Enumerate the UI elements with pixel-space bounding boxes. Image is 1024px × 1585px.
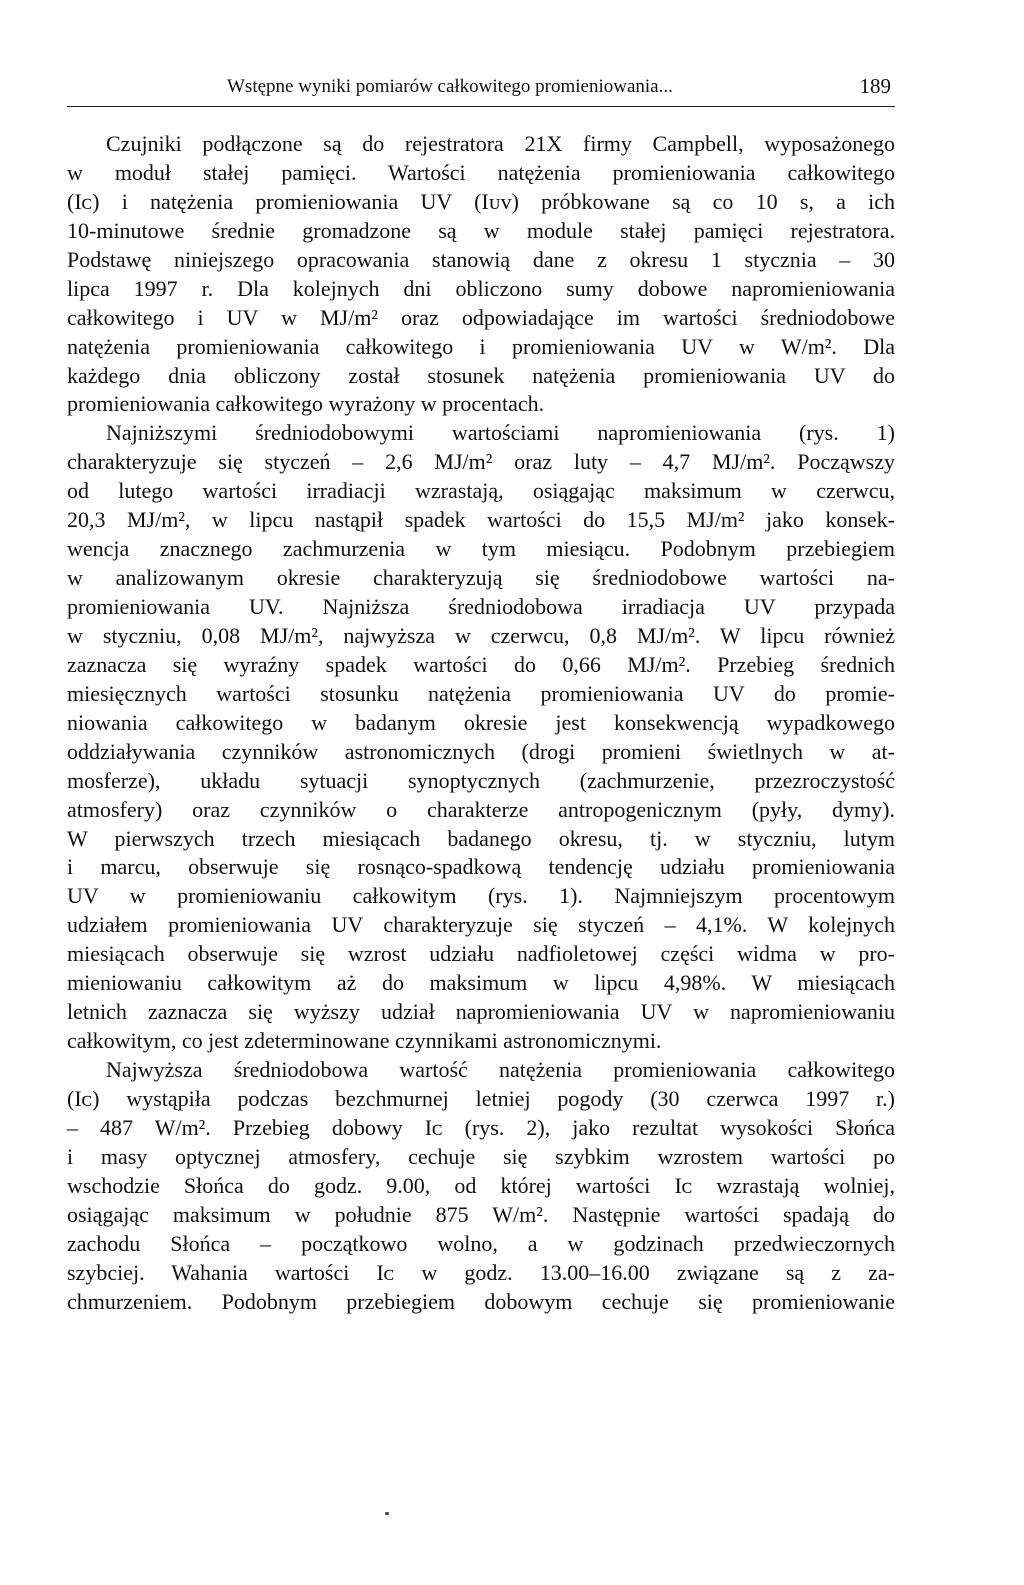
text-line: całkowitego i UV w MJ/m² oraz odpowiadające im wartości średniodobowe <box>67 304 895 330</box>
text-line: W pierwszych trzech miesiącach badanego okresu, tj. w styczniu, lutym <box>67 825 895 851</box>
text-line: każdego dnia obliczony został stosunek natężenia promieniowania UV do <box>67 362 895 388</box>
text-line: mosferze), układu sytuacji synoptycznych (zachmurzenie, przezroczystość <box>67 767 895 793</box>
text-line: (Iᴄ) i natężenia promieniowania UV (Iᴜᴠ) próbkowane są co 10 s, a ich <box>67 188 895 214</box>
text-line: zaznacza się wyraźny spadek wartości do 0,66 MJ/m². Przebieg średnich <box>67 651 895 677</box>
text-line: miesięcznych wartości stosunku natężenia promieniowania UV do promie- <box>67 680 895 706</box>
scan-speck <box>385 1512 389 1515</box>
text-line: natężenia promieniowania całkowitego i promieniowania UV w W/m². Dla <box>67 333 895 359</box>
text-line: wencja znacznego zachmurzenia w tym miesiącu. Podobnym przebiegiem <box>67 536 895 562</box>
text-line: szybciej. Wahania wartości Iᴄ w godz. 13.00–16.00 związane są z za- <box>67 1259 895 1285</box>
body-text <box>67 130 895 1316</box>
text-line: 20,3 MJ/m², w lipcu nastąpił spadek wartości do 15,5 MJ/m² jako konsek- <box>67 507 895 533</box>
text-line: w moduł stałej pamięci. Wartości natężenia promieniowania całkowitego <box>67 159 895 185</box>
text-line: wschodzie Słońca do godz. 9.00, od której wartości Iᴄ wzrastają wolniej, <box>67 1172 895 1198</box>
text-line: od lutego wartości irradiacji wzrastają, osiągając maksimum w czerwcu, <box>67 478 895 504</box>
text-line: promieniowania UV. Najniższa średniodobowa irradiacja UV przypada <box>67 594 895 619</box>
page-number: 189 <box>859 74 891 98</box>
text-line: oddziaływania czynników astronomicznych (drogi promieni świetlnych w at- <box>67 738 895 764</box>
text-line: w analizowanym okresie charakteryzują się średniodobowe wartości na- <box>67 565 895 591</box>
text-line: 10-minutowe średnie gromadzone są w module stałej pamięci rejestratora. <box>67 217 895 243</box>
text-line: całkowitym, co jest zdeterminowane czynnikami astronomicznymi. <box>67 1028 662 1054</box>
text-line: Najniższymi średniodobowymi wartościami napromieniowania (rys. 1) <box>106 420 895 446</box>
text-line: charakteryzuje się styczeń – 2,6 MJ/m² oraz luty – 4,7 MJ/m². Począwszy <box>67 449 895 475</box>
text-line: i marcu, obserwuje się rosnąco-spadkową tendencję udziału promieniowania <box>67 854 895 880</box>
running-header-title: Wstępne wyniki pomiarów całkowitego promieniowania... <box>227 76 673 97</box>
text-line: w styczniu, 0,08 MJ/m², najwyższa w czerwcu, 0,8 MJ/m². W lipcu również <box>67 622 895 648</box>
text-line: i masy optycznej atmosfery, cechuje się szybkim wzrostem wartości po <box>67 1143 895 1169</box>
text-line: chmurzeniem. Podobnym przebiegiem dobowym cechuje się promieniowanie <box>67 1288 895 1314</box>
text-line: atmosfery) oraz czynników o charakterze antropogenicznym (pyły, dymy). <box>67 796 895 822</box>
text-line: zachodu Słońca – początkowo wolno, a w godzinach przedwieczornych <box>67 1230 895 1256</box>
text-line: osiągając maksimum w południe 875 W/m². Następnie wartości spadają do <box>67 1201 895 1227</box>
text-line: Czujniki podłączone są do rejestratora 21X firmy Campbell, wyposażonego <box>106 131 895 156</box>
text-line: – 487 W/m². Przebieg dobowy Iᴄ (rys. 2), jako rezultat wysokości Słońca <box>67 1114 895 1140</box>
text-line: udziałem promieniowania UV charakteryzuje się styczeń – 4,1%. W kolejnych <box>67 912 895 938</box>
text-line: UV w promieniowaniu całkowitym (rys. 1). Najmniejszym procentowym <box>67 883 895 909</box>
running-header <box>67 74 895 107</box>
text-line: Podstawę niniejszego opracowania stanowią dane z okresu 1 stycznia – 30 <box>67 246 895 272</box>
text-line: miesiącach obserwuje się wzrost udziału nadfioletowej części widma w pro- <box>67 941 895 967</box>
text-line: niowania całkowitego w badanym okresie jest konsekwencją wypadkowego <box>67 709 895 735</box>
text-line: lipca 1997 r. Dla kolejnych dni obliczono sumy dobowe napromieniowania <box>67 275 895 301</box>
text-line: (Iᴄ) wystąpiła podczas bezchmurnej letniej pogody (30 czerwca 1997 r.) <box>67 1085 895 1111</box>
text-line: promieniowania całkowitego wyrażony w procentach. <box>67 391 545 417</box>
text-line: mieniowaniu całkowitym aż do maksimum w lipcu 4,98%. W miesiącach <box>67 970 895 996</box>
text-line: letnich zaznacza się wyższy udział napromieniowania UV w napromieniowaniu <box>67 999 895 1025</box>
text-line: Najwyższa średniodobowa wartość natężenia promieniowania całkowitego <box>106 1057 895 1082</box>
